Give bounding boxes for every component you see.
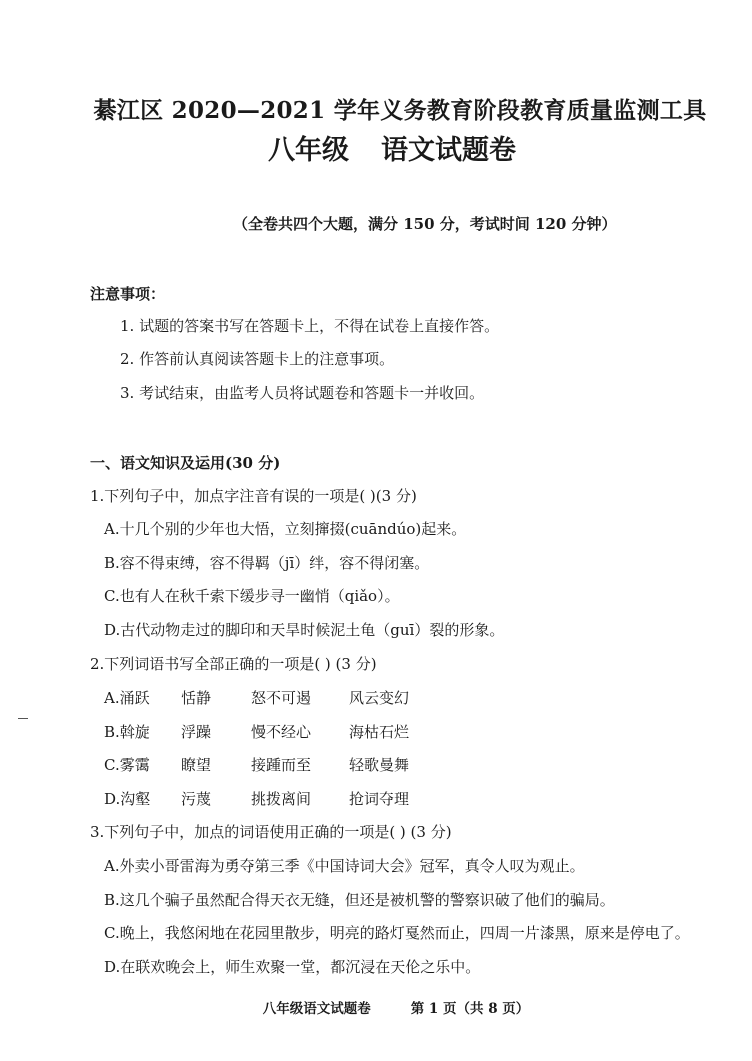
question-2-word: 挑拨离间 <box>251 790 312 808</box>
question-2-word: 风云变幻 <box>349 689 410 707</box>
question-1-option-c: C.也有人在秋千索下缓步寻一幽悄（qiǎo）。 <box>104 587 400 605</box>
question-2-word: 浮躁 <box>181 723 212 741</box>
question-1-option-a: A.十几个别的少年也大悟，立刻撺掇(cuāndúo)起来。 <box>104 520 467 538</box>
question-3-option-a: A.外卖小哥雷海为勇夺第三季《中国诗词大会》冠军，真令人叹为观止。 <box>104 857 585 875</box>
grade-label: 八年级 <box>268 135 349 166</box>
question-2-word: 接踵而至 <box>251 756 312 774</box>
question-2-word: D.沟壑 <box>104 790 151 808</box>
notice-item: 3. 考试结束，由监考人员将试题卷和答题卡一并收回。 <box>120 384 485 402</box>
question-3-option-b: B.这几个骗子虽然配合得天衣无缝，但还是被机警的警察识破了他们的骗局。 <box>104 891 615 909</box>
question-2-word: A.涌跃 <box>104 689 150 707</box>
question-2-word: 瞭望 <box>181 756 212 774</box>
question-2-word: 怒不可遏 <box>251 689 312 707</box>
notice-item: 1. 试题的答案书写在答题卡上，不得在试卷上直接作答。 <box>120 317 500 335</box>
exam-info: （全卷共四个大题，满分 150 分，考试时间 120 分钟） <box>233 215 617 233</box>
notice-heading: 注意事项： <box>90 285 166 303</box>
section-heading: 一、语文知识及运用(30 分) <box>90 454 281 472</box>
exam-subject-title <box>0 128 752 167</box>
footer-paper-name: 八年级语文试题卷 <box>262 1001 371 1017</box>
question-2-stem: 2.下列词语书写全部正确的一项是( ) (3 分) <box>90 655 377 673</box>
question-2-word: 恬静 <box>181 689 212 707</box>
question-3-option-d: D.在联欢晚会上，师生欢聚一堂，都沉浸在天伦之乐中。 <box>104 958 481 976</box>
question-1-option-d: D.古代动物走过的脚印和天旱时候泥土龟（guī）裂的形象。 <box>104 621 505 639</box>
question-2-word: 污蔑 <box>181 790 212 808</box>
question-1-stem: 1.下列句子中，加点字注音有误的一项是( )(3 分) <box>90 487 417 505</box>
question-2-word: 轻歌曼舞 <box>349 756 410 774</box>
question-2-word: C.雾霭 <box>104 756 150 774</box>
question-3-option-c: C.晚上，我悠闲地在花园里散步，明亮的路灯戛然而止，四周一片漆黑，原来是停电了。 <box>104 924 690 942</box>
question-2-word: B.斡旋 <box>104 723 150 741</box>
paper-label: 语文试题卷 <box>381 135 516 166</box>
notice-item: 2. 作答前认真阅读答题卡上的注意事项。 <box>120 350 395 368</box>
exam-title: 綦江区 2020—2021 学年义务教育阶段教育质量监测工具 <box>93 97 707 124</box>
scan-mark <box>18 718 28 719</box>
question-2-word: 抢词夺理 <box>349 790 410 808</box>
question-1-option-b: B.容不得束缚，容不得羁（jī）绊，容不得闭塞。 <box>104 554 430 572</box>
question-2-word: 海枯石烂 <box>349 723 410 741</box>
page-footer <box>0 997 752 1017</box>
question-2-word: 慢不经心 <box>251 723 312 741</box>
question-3-stem: 3.下列句子中，加点的词语使用正确的一项是( ) (3 分) <box>90 823 452 841</box>
footer-page-number: 第 1 页（共 8 页） <box>410 1001 530 1017</box>
